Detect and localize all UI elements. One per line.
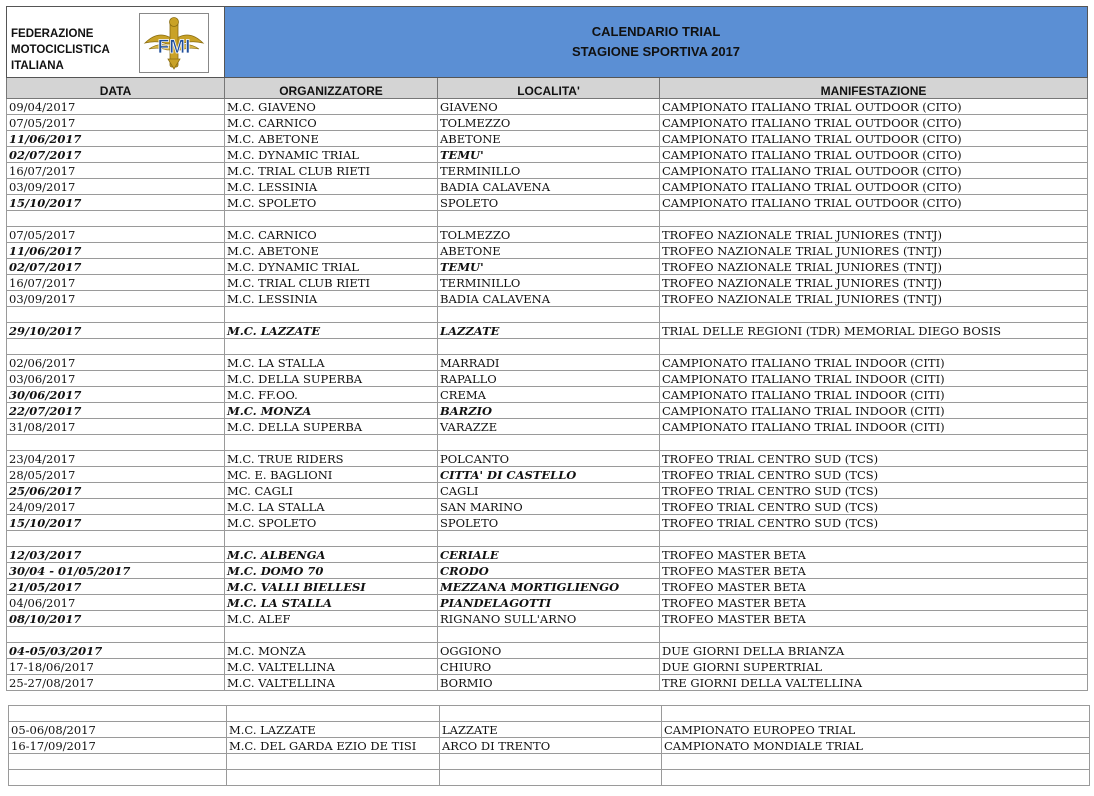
cell-data: 11/06/2017 — [7, 243, 225, 259]
cell-organizzatore — [227, 770, 440, 786]
cell-data — [7, 627, 225, 643]
cell-manifestazione: DUE GIORNI SUPERTRIAL — [660, 659, 1088, 675]
cell-data: 12/03/2017 — [7, 547, 225, 563]
table-row — [7, 611, 1088, 627]
cell-localita: ARCO DI TRENTO — [440, 738, 662, 754]
cell-localita: ABETONE — [438, 131, 660, 147]
cell-data: 22/07/2017 — [7, 403, 225, 419]
table-row — [9, 754, 1090, 770]
table-row — [7, 659, 1088, 675]
cell-manifestazione: TROFEO NAZIONALE TRIAL JUNIORES (TNTJ) — [660, 259, 1088, 275]
cell-localita: ABETONE — [438, 243, 660, 259]
table-row — [7, 147, 1088, 163]
column-header-row — [7, 78, 1088, 99]
cell-data: 24/09/2017 — [7, 499, 225, 515]
table-row — [9, 706, 1090, 722]
cell-data — [9, 770, 227, 786]
cell-manifestazione — [660, 531, 1088, 547]
cell-data: 02/06/2017 — [7, 355, 225, 371]
table-row — [7, 259, 1088, 275]
table-row — [9, 770, 1090, 786]
cell-manifestazione: CAMPIONATO ITALIANO TRIAL INDOOR (CITI) — [660, 355, 1088, 371]
cell-organizzatore: M.C. ABETONE — [225, 131, 438, 147]
table-row — [7, 467, 1088, 483]
cell-manifestazione: CAMPIONATO EUROPEO TRIAL — [662, 722, 1090, 738]
cell-manifestazione — [660, 435, 1088, 451]
cell-organizzatore — [225, 211, 438, 227]
cell-manifestazione: CAMPIONATO ITALIANO TRIAL OUTDOOR (CITO) — [660, 115, 1088, 131]
cell-manifestazione: DUE GIORNI DELLA BRIANZA — [660, 643, 1088, 659]
cell-manifestazione: CAMPIONATO ITALIANO TRIAL OUTDOOR (CITO) — [660, 179, 1088, 195]
table-row — [7, 435, 1088, 451]
cell-organizzatore: M.C. ALBENGA — [225, 547, 438, 563]
cell-organizzatore: M.C. MONZA — [225, 403, 438, 419]
cell-manifestazione: TROFEO NAZIONALE TRIAL JUNIORES (TNTJ) — [660, 291, 1088, 307]
cell-localita: SPOLETO — [438, 195, 660, 211]
cell-manifestazione — [660, 627, 1088, 643]
column-header-localita: LOCALITA' — [438, 78, 660, 99]
cell-organizzatore — [225, 627, 438, 643]
cell-manifestazione: TROFEO TRIAL CENTRO SUD (TCS) — [660, 451, 1088, 467]
cell-organizzatore: M.C. DEL GARDA EZIO DE TISI — [227, 738, 440, 754]
cell-localita: SAN MARINO — [438, 499, 660, 515]
table-row — [7, 547, 1088, 563]
cell-organizzatore: M.C. VALLI BIELLESI — [225, 579, 438, 595]
cell-organizzatore: MC. CAGLI — [225, 483, 438, 499]
cell-manifestazione: CAMPIONATO ITALIANO TRIAL INDOOR (CITI) — [660, 419, 1088, 435]
cell-localita: SPOLETO — [438, 515, 660, 531]
cell-data — [7, 339, 225, 355]
table-row — [7, 499, 1088, 515]
table-row — [7, 243, 1088, 259]
cell-organizzatore: M.C. TRIAL CLUB RIETI — [225, 275, 438, 291]
table-row — [7, 163, 1088, 179]
cell-organizzatore: M.C. SPOLETO — [225, 195, 438, 211]
cell-localita: VARAZZE — [438, 419, 660, 435]
cell-data: 02/07/2017 — [7, 259, 225, 275]
cell-data: 31/08/2017 — [7, 419, 225, 435]
cell-manifestazione: TROFEO MASTER BETA — [660, 563, 1088, 579]
cell-data: 16-17/09/2017 — [9, 738, 227, 754]
table-row — [7, 643, 1088, 659]
federation-name — [11, 26, 111, 74]
column-header-data: DATA — [7, 78, 225, 99]
cell-organizzatore — [225, 339, 438, 355]
cell-data: 03/06/2017 — [7, 371, 225, 387]
cell-organizzatore: M.C. VALTELLINA — [225, 659, 438, 675]
cell-localita — [438, 435, 660, 451]
federation-cell — [7, 7, 225, 78]
cell-organizzatore: M.C. DYNAMIC TRIAL — [225, 259, 438, 275]
cell-data: 30/04 - 01/05/2017 — [7, 563, 225, 579]
cell-localita: MEZZANA MORTIGLIENGO — [438, 579, 660, 595]
cell-organizzatore: M.C. CARNICO — [225, 227, 438, 243]
cell-manifestazione: CAMPIONATO ITALIANO TRIAL OUTDOOR (CITO) — [660, 163, 1088, 179]
cell-localita — [438, 339, 660, 355]
cell-data — [9, 706, 227, 722]
table-row — [7, 275, 1088, 291]
table-row — [7, 531, 1088, 547]
cell-localita: TEMU' — [438, 147, 660, 163]
table-row — [7, 323, 1088, 339]
table-row — [7, 195, 1088, 211]
cell-localita: POLCANTO — [438, 451, 660, 467]
table-row — [7, 483, 1088, 499]
cell-data: 09/04/2017 — [7, 99, 225, 115]
cell-organizzatore: M.C. TRUE RIDERS — [225, 451, 438, 467]
cell-organizzatore: M.C. SPOLETO — [225, 515, 438, 531]
cell-data — [7, 211, 225, 227]
cell-organizzatore — [227, 754, 440, 770]
cell-manifestazione: TROFEO TRIAL CENTRO SUD (TCS) — [660, 499, 1088, 515]
table-row — [9, 738, 1090, 754]
page-subtitle: STAGIONE SPORTIVA 2017 — [571, 44, 741, 59]
cell-organizzatore: M.C. DOMO 70 — [225, 563, 438, 579]
federation-line: FEDERAZIONE — [11, 28, 94, 40]
table-row — [7, 515, 1088, 531]
cell-localita: OGGIONO — [438, 643, 660, 659]
cell-localita: TEMU' — [438, 259, 660, 275]
cell-manifestazione: TROFEO NAZIONALE TRIAL JUNIORES (TNTJ) — [660, 243, 1088, 259]
cell-localita — [438, 627, 660, 643]
table-row — [7, 211, 1088, 227]
cell-manifestazione: TROFEO TRIAL CENTRO SUD (TCS) — [660, 483, 1088, 499]
cell-organizzatore: M.C. DELLA SUPERBA — [225, 419, 438, 435]
cell-organizzatore — [225, 307, 438, 323]
cell-data — [9, 754, 227, 770]
table-row — [7, 291, 1088, 307]
cell-manifestazione: TROFEO MASTER BETA — [660, 579, 1088, 595]
cell-organizzatore: M.C. CARNICO — [225, 115, 438, 131]
cell-manifestazione — [662, 754, 1090, 770]
cell-localita: RAPALLO — [438, 371, 660, 387]
cell-localita: CHIURO — [438, 659, 660, 675]
cell-organizzatore: M.C. TRIAL CLUB RIETI — [225, 163, 438, 179]
table-row — [7, 355, 1088, 371]
cell-localita: RIGNANO SULL'ARNO — [438, 611, 660, 627]
cell-data: 25/06/2017 — [7, 483, 225, 499]
cell-manifestazione: CAMPIONATO ITALIANO TRIAL OUTDOOR (CITO) — [660, 147, 1088, 163]
table-row — [7, 563, 1088, 579]
table-row — [7, 179, 1088, 195]
column-header-organizzatore: ORGANIZZATORE — [225, 78, 438, 99]
cell-localita: BARZIO — [438, 403, 660, 419]
cell-localita: CRODO — [438, 563, 660, 579]
cell-manifestazione — [662, 706, 1090, 722]
cell-localita: CERIALE — [438, 547, 660, 563]
cell-data: 16/07/2017 — [7, 163, 225, 179]
cell-data: 23/04/2017 — [7, 451, 225, 467]
cell-data: 15/10/2017 — [7, 515, 225, 531]
cell-organizzatore: MC. E. BAGLIONI — [225, 467, 438, 483]
table-row — [7, 595, 1088, 611]
federation-line: ITALIANA — [11, 60, 64, 72]
cell-localita: CAGLI — [438, 483, 660, 499]
cell-data: 29/10/2017 — [7, 323, 225, 339]
cell-localita: CITTA' DI CASTELLO — [438, 467, 660, 483]
cell-manifestazione: TROFEO TRIAL CENTRO SUD (TCS) — [660, 467, 1088, 483]
cell-organizzatore: M.C. ABETONE — [225, 243, 438, 259]
cell-organizzatore — [225, 531, 438, 547]
cell-localita — [440, 706, 662, 722]
table-row — [7, 451, 1088, 467]
cell-manifestazione: TRIAL DELLE REGIONI (TDR) MEMORIAL DIEGO BOSIS — [660, 323, 1088, 339]
cell-data: 07/05/2017 — [7, 115, 225, 131]
cell-organizzatore: M.C. LAZZATE — [225, 323, 438, 339]
table-row — [7, 371, 1088, 387]
column-header-manifestazione: MANIFESTAZIONE — [660, 78, 1088, 99]
cell-data — [7, 435, 225, 451]
title-cell — [225, 7, 1088, 78]
calendar-sheet — [6, 6, 1087, 753]
cell-organizzatore: M.C. GIAVENO — [225, 99, 438, 115]
table-row — [7, 387, 1088, 403]
table-row — [7, 131, 1088, 147]
cell-data: 02/07/2017 — [7, 147, 225, 163]
table-row — [9, 722, 1090, 738]
cell-data: 03/09/2017 — [7, 291, 225, 307]
cell-organizzatore: M.C. LESSINIA — [225, 179, 438, 195]
calendar-rows — [7, 99, 1088, 691]
cell-localita: TERMINILLO — [438, 275, 660, 291]
cell-localita: MARRADI — [438, 355, 660, 371]
cell-localita — [438, 211, 660, 227]
cell-manifestazione: TRE GIORNI DELLA VALTELLINA — [660, 675, 1088, 691]
cell-organizzatore — [227, 706, 440, 722]
table-row — [7, 419, 1088, 435]
cell-organizzatore: M.C. LA STALLA — [225, 499, 438, 515]
table-row — [7, 627, 1088, 643]
cell-manifestazione: CAMPIONATO ITALIANO TRIAL OUTDOOR (CITO) — [660, 131, 1088, 147]
cell-manifestazione: CAMPIONATO ITALIANO TRIAL OUTDOOR (CITO) — [660, 99, 1088, 115]
cell-organizzatore: M.C. DYNAMIC TRIAL — [225, 147, 438, 163]
cell-organizzatore: M.C. MONZA — [225, 643, 438, 659]
cell-localita — [440, 754, 662, 770]
cell-organizzatore: M.C. LA STALLA — [225, 355, 438, 371]
cell-data: 17-18/06/2017 — [7, 659, 225, 675]
cell-data: 25-27/08/2017 — [7, 675, 225, 691]
cell-manifestazione — [660, 211, 1088, 227]
cell-data: 04-05/03/2017 — [7, 643, 225, 659]
table-row — [7, 339, 1088, 355]
cell-data: 08/10/2017 — [7, 611, 225, 627]
cell-organizzatore: M.C. FF.OO. — [225, 387, 438, 403]
cell-localita: BADIA CALAVENA — [438, 291, 660, 307]
page-title: CALENDARIO TRIAL — [591, 24, 721, 39]
cell-manifestazione: TROFEO MASTER BETA — [660, 547, 1088, 563]
cell-organizzatore: M.C. VALTELLINA — [225, 675, 438, 691]
cell-data — [7, 531, 225, 547]
cell-data: 30/06/2017 — [7, 387, 225, 403]
table-row — [7, 115, 1088, 131]
cell-localita: BORMIO — [438, 675, 660, 691]
table-row — [7, 307, 1088, 323]
cell-data: 05-06/08/2017 — [9, 722, 227, 738]
table-row — [7, 99, 1088, 115]
cell-manifestazione: CAMPIONATO ITALIANO TRIAL INDOOR (CITI) — [660, 387, 1088, 403]
cell-manifestazione — [660, 307, 1088, 323]
cell-localita — [440, 770, 662, 786]
cell-localita — [438, 531, 660, 547]
cell-organizzatore: M.C. LESSINIA — [225, 291, 438, 307]
calendar-rows-international — [9, 706, 1090, 786]
cell-localita: PIANDELAGOTTI — [438, 595, 660, 611]
cell-data: 04/06/2017 — [7, 595, 225, 611]
cell-organizzatore: M.C. DELLA SUPERBA — [225, 371, 438, 387]
table-row — [7, 675, 1088, 691]
table-row — [7, 579, 1088, 595]
cell-localita: LAZZATE — [438, 323, 660, 339]
cell-manifestazione: CAMPIONATO ITALIANO TRIAL OUTDOOR (CITO) — [660, 195, 1088, 211]
calendar-table — [6, 6, 1088, 691]
cell-localita: TOLMEZZO — [438, 227, 660, 243]
table-row — [7, 227, 1088, 243]
cell-manifestazione — [662, 770, 1090, 786]
cell-localita: LAZZATE — [440, 722, 662, 738]
cell-localita: TERMINILLO — [438, 163, 660, 179]
cell-organizzatore: M.C. LA STALLA — [225, 595, 438, 611]
cell-data: 28/05/2017 — [7, 467, 225, 483]
cell-organizzatore: M.C. ALEF — [225, 611, 438, 627]
cell-manifestazione: TROFEO TRIAL CENTRO SUD (TCS) — [660, 515, 1088, 531]
cell-manifestazione: TROFEO MASTER BETA — [660, 611, 1088, 627]
calendar-table-international — [8, 705, 1090, 786]
cell-organizzatore: M.C. LAZZATE — [227, 722, 440, 738]
cell-manifestazione: CAMPIONATO ITALIANO TRIAL INDOOR (CITI) — [660, 371, 1088, 387]
header-row — [7, 7, 1088, 78]
cell-data: 07/05/2017 — [7, 227, 225, 243]
cell-data: 15/10/2017 — [7, 195, 225, 211]
cell-data — [7, 307, 225, 323]
cell-localita — [438, 307, 660, 323]
cell-localita: BADIA CALAVENA — [438, 179, 660, 195]
cell-organizzatore — [225, 435, 438, 451]
cell-localita: CREMA — [438, 387, 660, 403]
cell-data: 03/09/2017 — [7, 179, 225, 195]
table-row — [7, 403, 1088, 419]
cell-localita: GIAVENO — [438, 99, 660, 115]
logo-lettering: FMI — [157, 37, 191, 58]
cell-manifestazione: CAMPIONATO MONDIALE TRIAL — [662, 738, 1090, 754]
cell-manifestazione: TROFEO NAZIONALE TRIAL JUNIORES (TNTJ) — [660, 275, 1088, 291]
cell-manifestazione: TROFEO MASTER BETA — [660, 595, 1088, 611]
fmi-logo — [139, 13, 209, 73]
cell-data: 16/07/2017 — [7, 275, 225, 291]
cell-manifestazione — [660, 339, 1088, 355]
cell-data: 11/06/2017 — [7, 131, 225, 147]
cell-manifestazione: CAMPIONATO ITALIANO TRIAL INDOOR (CITI) — [660, 403, 1088, 419]
cell-data: 21/05/2017 — [7, 579, 225, 595]
federation-line: MOTOCICLISTICA — [11, 44, 110, 56]
cell-manifestazione: TROFEO NAZIONALE TRIAL JUNIORES (TNTJ) — [660, 227, 1088, 243]
cell-localita: TOLMEZZO — [438, 115, 660, 131]
